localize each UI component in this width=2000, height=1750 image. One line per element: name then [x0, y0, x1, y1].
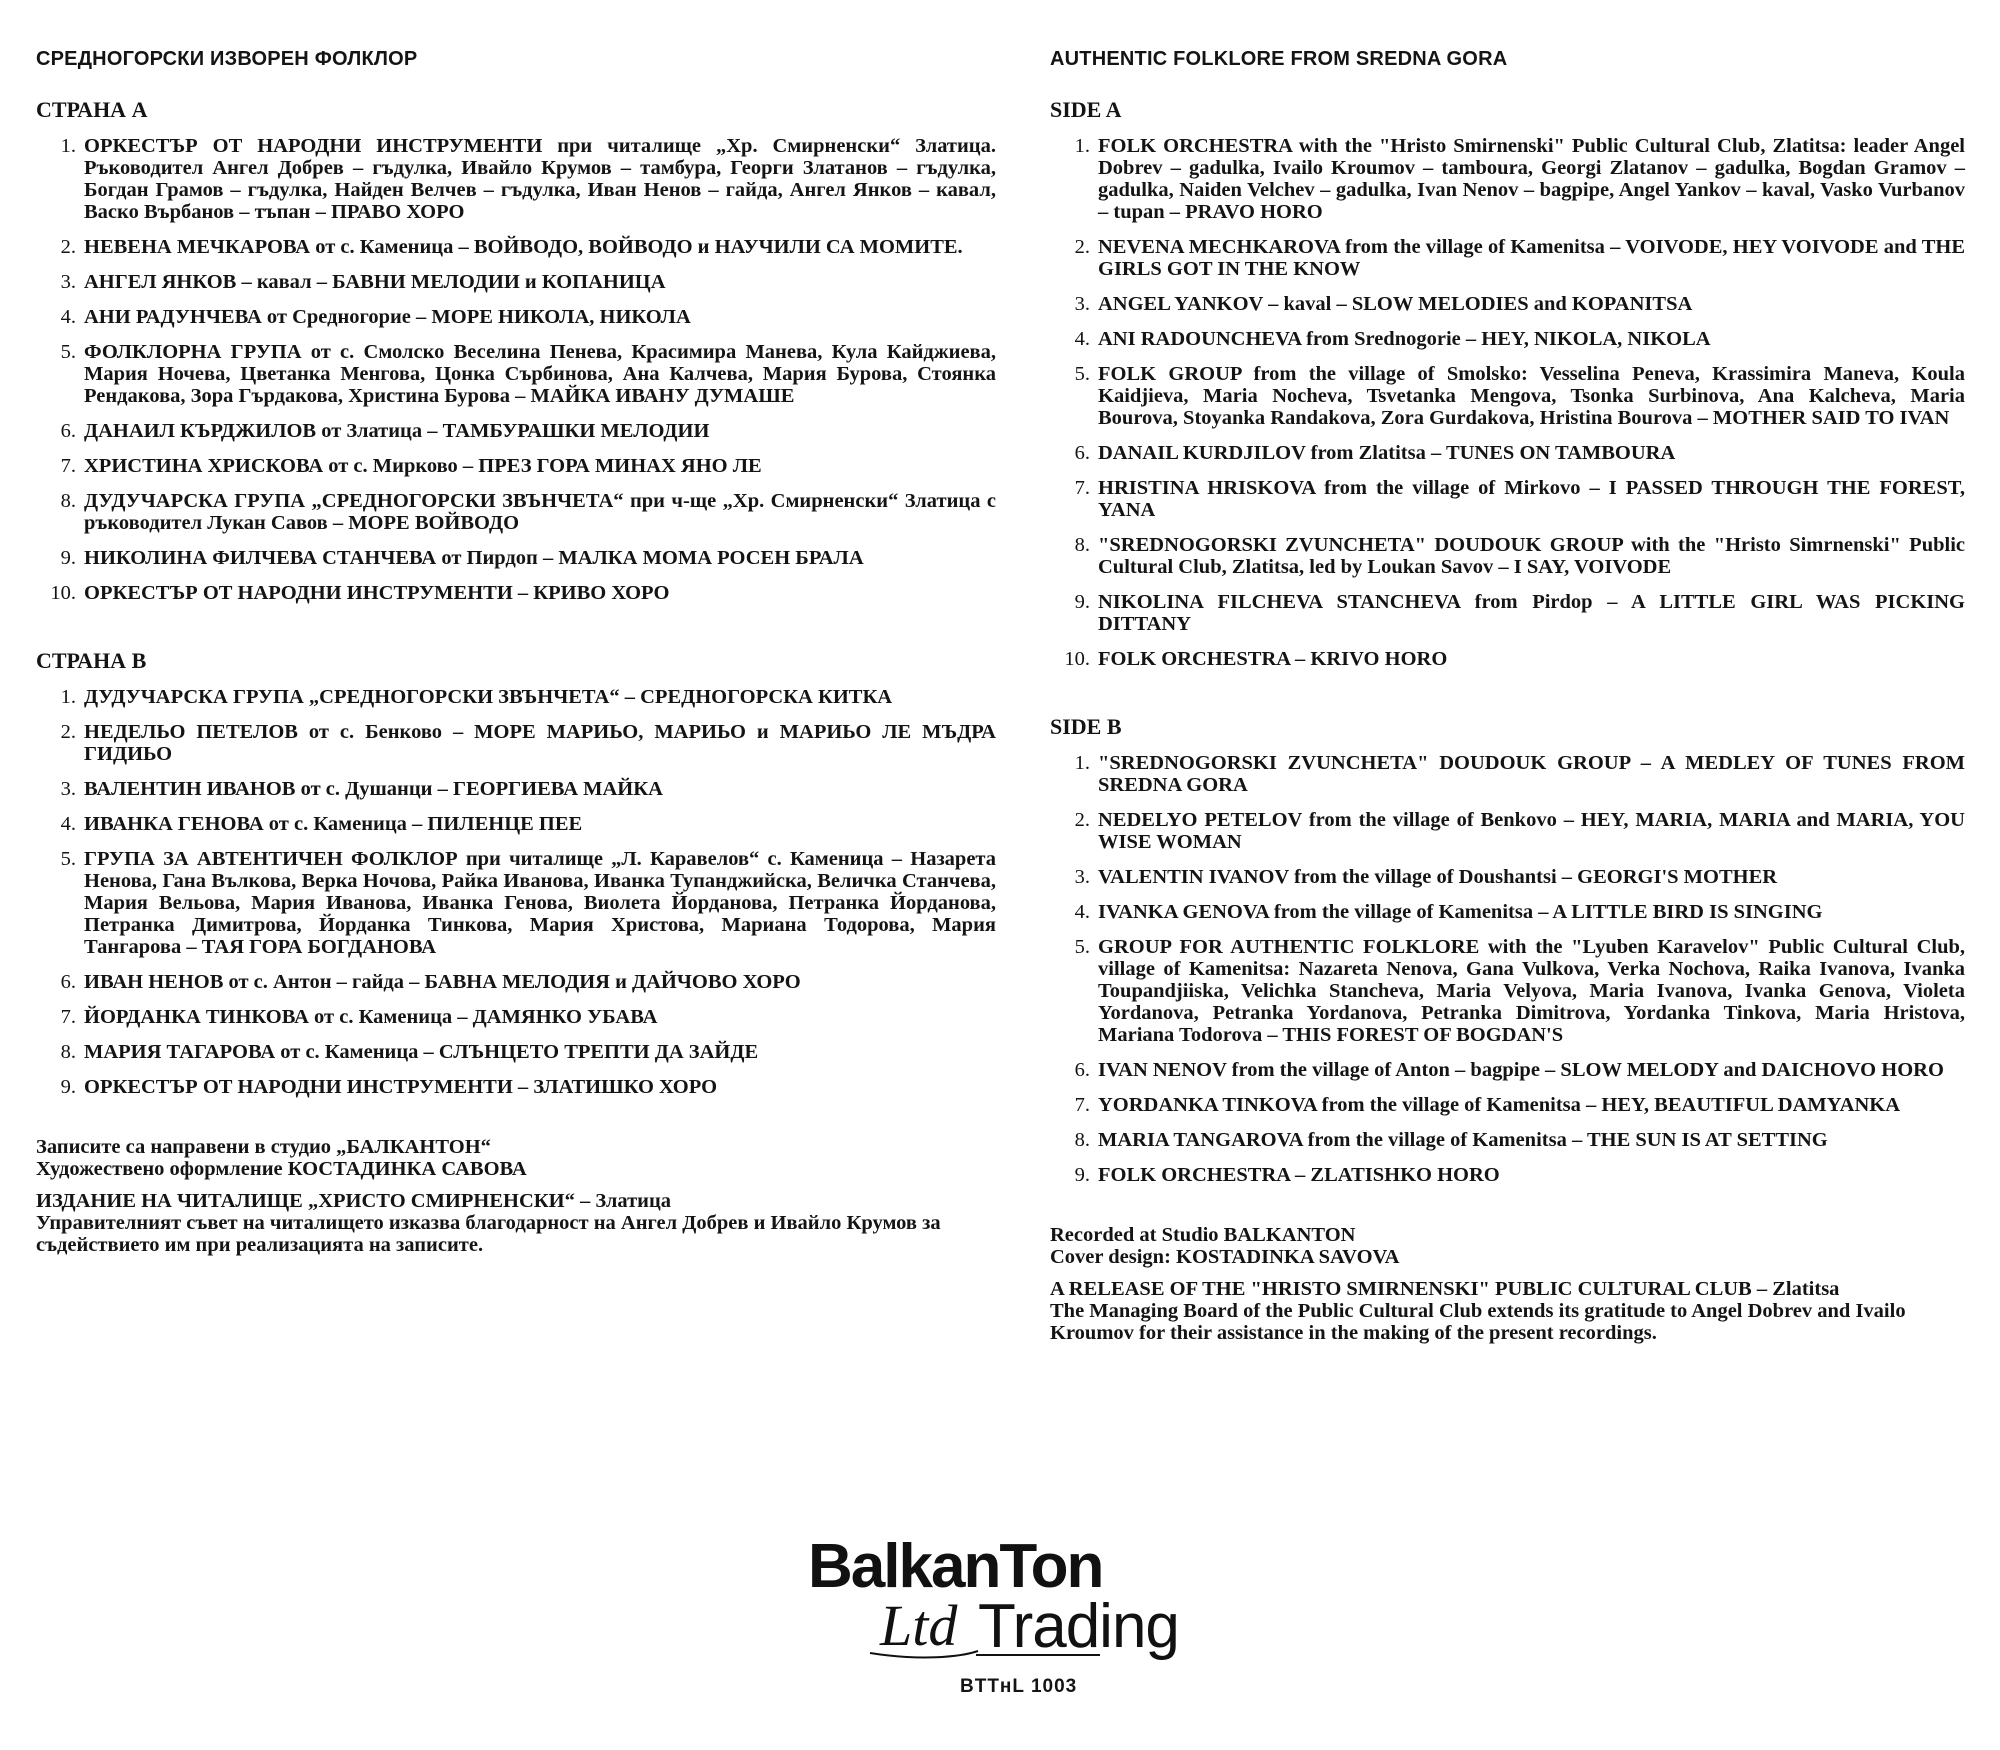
cover-design-bg: Художествено оформление КОСТАДИНКА САВОВА	[36, 1158, 527, 1180]
album-title-bg: СРЕДНОГОРСКИ ИЗВОРЕН ФОЛКЛОР	[36, 48, 418, 70]
release-note-bg: ИЗДАНИЕ НА ЧИТАЛИЩЕ „ХРИСТО СМИРНЕНСКИ“ – Златица	[36, 1190, 672, 1212]
track-number: 10.	[1064, 648, 1090, 670]
track-text: ОРКЕСТЪР ОТ НАРОДНИ ИНСТРУМЕНТИ – ЗЛАТИШКО ХОРО	[84, 1076, 718, 1098]
track-number: 4.	[60, 306, 76, 328]
track-text: ОРКЕСТЪР ОТ НАРОДНИ ИНСТРУМЕНТИ – КРИВО ХОРО	[84, 582, 670, 604]
track-number: 10.	[50, 582, 76, 604]
track-item	[1050, 648, 1965, 670]
track-number: 8.	[60, 1041, 76, 1063]
track-item	[36, 721, 996, 765]
release-note-en: A RELEASE OF THE "HRISTO SMIRNENSKI" PUBLIC CULTURAL CLUB – Zlatitsa	[1050, 1278, 1840, 1300]
track-text: ДУДУЧАРСКА ГРУПА „СРЕДНОГОРСКИ ЗВЪНЧЕТА“ при ч-ще „Хр. Смирненски“ Златица с ръководител Лукан Савов – МОРЕ ВОЙВОДО	[84, 490, 996, 534]
thanks-note-en: The Managing Board of the Public Cultural Club extends its gratitude to Angel Dobrev and Ivailo Kroumov for their assistance in the making of the present recordings.	[1050, 1300, 1906, 1344]
track-item	[36, 1076, 996, 1098]
track-number: 9.	[60, 1076, 76, 1098]
track-item	[1050, 866, 1965, 888]
track-number: 4.	[1074, 901, 1090, 923]
track-text: NEVENA MECHKAROVA from the village of Kamenitsa – VOIVODE, HEY VOIVODE and THE GIRLS GOT IN THE KNOW	[1098, 236, 1965, 280]
track-text: ГРУПА ЗА АВТЕНТИЧЕН ФОЛКЛОР при читалище „Л. Каравелов“ с. Каменица – Назарета Ненова, Гана Вълкова, Верка Ночова, Райка Иванова, Иванка Тупанджийска, Величка Станчева, Мария Вельова, Мария Иванова, Иванка Генова, Виолета Йорданова, Петранка Йорданова, Петранка Димитрова, Йорданка Тинкова, Мария Христова, Мариана Тодорова, Мария Тангарова – ТАЯ ГОРА БОГДАНОВА	[84, 848, 996, 958]
track-item	[1050, 363, 1965, 429]
track-item	[1050, 1059, 1965, 1081]
track-item	[36, 271, 996, 293]
track-number: 8.	[1074, 534, 1090, 556]
track-number: 2.	[1074, 809, 1090, 831]
bulgarian-column	[36, 48, 996, 1256]
logo-graphic	[800, 1525, 1220, 1675]
track-number: 2.	[1074, 236, 1090, 258]
track-number: 8.	[60, 490, 76, 512]
track-text: FOLK ORCHESTRA with the "Hristo Smirnenski" Public Cultural Club, Zlatitsa: leader Angel Dobrev – gadulka, Ivailo Kroumov – tamboura, Georgi Zlatanov – gadulka, Bogdan Gramov – gadulka, Naiden Velchev – gadulka, Ivan Nenov – bagpipe, Angel Yankov – kaval, Vasko Vurbanov – tupan – PRAVO HORO	[1098, 135, 1965, 223]
track-item	[1050, 477, 1965, 521]
track-text: "SREDNOGORSKI ZVUNCHETA" DOUDOUK GROUP with the "Hristo Simrnenski" Public Cultural Club, Zlatitsa, led by Loukan Savov – I SAY, VOIVODE	[1098, 534, 1965, 578]
track-item	[36, 547, 996, 569]
track-item	[36, 490, 996, 534]
track-item	[36, 455, 996, 477]
track-text: ХРИСТИНА ХРИСКОВА от с. Мирково – ПРЕЗ ГОРА МИНАХ ЯНО ЛЕ	[84, 455, 762, 477]
track-item	[1050, 442, 1965, 464]
track-item	[1050, 236, 1965, 280]
track-text: ЙОРДАНКА ТИНКОВА от с. Каменица – ДАМЯНКО УБАВА	[84, 1006, 658, 1028]
cover-design-en: Cover design: KOSTADINKA SAVOVA	[1050, 1246, 1400, 1268]
track-item	[1050, 936, 1965, 1046]
credits-bg	[36, 1136, 996, 1256]
track-number: 9.	[60, 547, 76, 569]
track-number: 3.	[60, 271, 76, 293]
track-text: НЕДЕЛЬО ПЕТЕЛОВ от с. Бенково – МОРЕ МАРИЬО, МАРИЬО и МАРИЬО ЛЕ МЪДРА ГИДИЬО	[84, 721, 996, 765]
track-item	[36, 848, 996, 958]
track-number: 6.	[1074, 442, 1090, 464]
track-number: 3.	[1074, 293, 1090, 315]
track-text: FOLK ORCHESTRA – KRIVO HORO	[1098, 648, 1448, 670]
credits-en	[1050, 1224, 1965, 1344]
track-text: НИКОЛИНА ФИЛЧЕВА СТАНЧЕВА от Пирдоп – МАЛКА МОМА РОСЕН БРАЛА	[84, 547, 864, 569]
track-text: DANAIL KURDJILOV from Zlatitsa – TUNES ON TAMBOURA	[1098, 442, 1676, 464]
tracklist-side-b-en	[1050, 752, 1965, 1186]
track-item	[1050, 534, 1965, 578]
english-column	[1050, 48, 1965, 1344]
track-number: 6.	[60, 971, 76, 993]
track-text: YORDANKA TINKOVA from the village of Kamenitsa – HEY, BEAUTIFUL DAMYANKA	[1098, 1094, 1901, 1116]
track-text: ANGEL YANKOV – kaval – SLOW MELODIES and KOPANITSA	[1098, 293, 1693, 315]
track-item	[36, 1006, 996, 1028]
track-text: GROUP FOR AUTHENTIC FOLKLORE with the "Lyuben Karavelov" Public Cultural Club, village of Kamenitsa: Nazareta Nenova, Gana Vulkova, Verka Nochova, Raika Ivanova, Ivanka Toupandjiiska, Velichka Stancheva, Maria Velyova, Maria Ivanova, Ivanka Genova, Violeta Yordanova, Petranka Yordanova, Petranka Dimitrova, Yordanka Tinkova, Maria Hristova, Mariana Todorova – THIS FOREST OF BOGDAN'S	[1098, 936, 1965, 1046]
track-text: ДУДУЧАРСКА ГРУПА „СРЕДНОГОРСКИ ЗВЪНЧЕТА“ – СРЕДНОГОРСКА КИТКА	[84, 686, 893, 708]
track-number: 7.	[1074, 1094, 1090, 1116]
track-number: 9.	[1074, 1164, 1090, 1186]
track-item	[1050, 901, 1965, 923]
track-item	[1050, 1164, 1965, 1186]
track-item	[36, 341, 996, 407]
side-a-heading-en: SIDE A	[1050, 97, 1122, 122]
tracklist-side-a-bg	[36, 135, 996, 604]
track-text: NEDELYO PETELOV from the village of Benkovo – HEY, MARIA, MARIA and MARIA, YOU WISE WOMAN	[1098, 809, 1965, 853]
track-text: ВАЛЕНТИН ИВАНОВ от с. Душанци – ГЕОРГИЕВА МАЙКА	[84, 778, 663, 800]
track-text: ОРКЕСТЪР ОТ НАРОДНИ ИНСТРУМЕНТИ при читалище „Хр. Смирненски“ Златица. Ръководител Ангел Добрев – гъдулка, Ивайло Крумов – тамбура, Георги Златанов – гъдулка, Богдан Грамов – гъдулка, Найден Велчев – гъдулка, Иван Ненов – гайда, Ангел Янков – кавал, Васко Върбанов – тъпан – ПРАВО ХОРО	[84, 135, 996, 223]
track-item	[36, 582, 996, 604]
track-item	[36, 813, 996, 835]
track-text: ИВАН НЕНОВ от с. Антон – гайда – БАВНА МЕЛОДИЯ и ДАЙЧОВО ХОРО	[84, 971, 801, 993]
balkanton-trading-logo	[800, 1525, 1220, 1675]
album-title-en: AUTHENTIC FOLKLORE FROM SREDNA GORA	[1050, 48, 1508, 70]
track-number: 7.	[60, 455, 76, 477]
recorded-at-bg: Записите са направени в студио „БАЛКАНТОН“	[36, 1136, 491, 1158]
track-item	[36, 135, 996, 223]
track-item	[1050, 752, 1965, 796]
track-text: ДАНАИЛ КЪРДЖИЛОВ от Златица – ТАМБУРАШКИ МЕЛОДИИ	[84, 420, 710, 442]
track-item	[36, 236, 996, 258]
track-item	[36, 778, 996, 800]
side-a-heading-bg: СТРАНА А	[36, 97, 148, 122]
track-number: 1.	[1074, 752, 1090, 774]
track-number: 3.	[60, 778, 76, 800]
track-text: IVAN NENOV from the village of Anton – bagpipe – SLOW MELODY and DAICHOVO HORO	[1098, 1059, 1944, 1081]
track-text: FOLK ORCHESTRA – ZLATISHKO HORO	[1098, 1164, 1500, 1186]
track-number: 8.	[1074, 1129, 1090, 1151]
track-item	[1050, 293, 1965, 315]
track-number: 5.	[1074, 936, 1090, 958]
track-item	[36, 1041, 996, 1063]
track-item	[1050, 328, 1965, 350]
tracklist-side-b-bg	[36, 686, 996, 1098]
track-text: NIKOLINA FILCHEVA STANCHEVA from Pirdop – A LITTLE GIRL WAS PICKING DITTANY	[1098, 591, 1965, 635]
track-number: 4.	[60, 813, 76, 835]
track-number: 3.	[1074, 866, 1090, 888]
track-text: FOLK GROUP from the village of Smolsko: Vesselina Peneva, Krassimira Maneva, Koula Kaidjieva, Maria Nocheva, Tsvetanka Mengova, Tsonka Surbinova, Ana Kalcheva, Maria Bourova, Stoyanka Randakova, Zora Gurdakova, Hristina Bourova – MOTHER SAID TO IVAN	[1098, 363, 1965, 429]
track-number: 6.	[60, 420, 76, 442]
track-text: МАРИЯ ТАГАРОВА от с. Каменица – СЛЪНЦЕТО ТРЕПТИ ДА ЗАЙДЕ	[84, 1041, 759, 1063]
side-b-heading-bg: СТРАНА В	[36, 648, 147, 673]
logo-trading: Trading	[978, 1592, 1179, 1661]
track-item	[1050, 1129, 1965, 1151]
track-item	[1050, 1094, 1965, 1116]
tracklist-side-a-en	[1050, 135, 1965, 670]
track-text: АНИ РАДУНЧЕВА от Средногорие – МОРЕ НИКОЛА, НИКОЛА	[84, 306, 691, 328]
track-number: 2.	[60, 236, 76, 258]
track-number: 7.	[1074, 477, 1090, 499]
side-b-heading-en: SIDE B	[1050, 714, 1122, 739]
track-item	[1050, 809, 1965, 853]
track-number: 5.	[60, 341, 76, 363]
track-number: 7.	[60, 1006, 76, 1028]
track-number: 1.	[1074, 135, 1090, 157]
track-text: НЕВЕНА МЕЧКАРОВА от с. Каменица – ВОЙВОДО, ВОЙВОДО и НАУЧИЛИ СА МОМИТЕ.	[84, 236, 963, 258]
track-text: MARIA TANGAROVA from the village of Kamenitsa – THE SUN IS AT SETTING	[1098, 1129, 1828, 1151]
track-text: АНГЕЛ ЯНКОВ – кавал – БАВНИ МЕЛОДИИ и КОПАНИЦА	[84, 271, 666, 293]
logo-balkanton: BalkanTon	[808, 1532, 1103, 1601]
track-number: 2.	[60, 721, 76, 743]
thanks-note-bg: Управителният съвет на читалището изказва благодарност на Ангел Добрев и Ивайло Крумов за съдействието им при реализацията на записите.	[36, 1212, 941, 1256]
recorded-at-en: Recorded at Studio BALKANTON	[1050, 1224, 1356, 1246]
track-item	[36, 971, 996, 993]
track-number: 5.	[1074, 363, 1090, 385]
track-item	[36, 420, 996, 442]
track-number: 9.	[1074, 591, 1090, 613]
track-item	[36, 686, 996, 708]
track-item	[36, 306, 996, 328]
track-text: IVANKA GENOVA from the village of Kamenitsa – A LITTLE BIRD IS SINGING	[1098, 901, 1823, 923]
track-item	[1050, 135, 1965, 223]
track-text: ИВАНКА ГЕНОВА от с. Каменица – ПИЛЕНЦЕ ПЕЕ	[84, 813, 583, 835]
track-text: ANI RADOUNCHEVA from Srednogorie – HEY, NIKOLA, NIKOLA	[1098, 328, 1711, 350]
catalog-number: BTTнL 1003	[960, 1676, 1078, 1697]
track-number: 5.	[60, 848, 76, 870]
track-text: "SREDNOGORSKI ZVUNCHETA" DOUDOUK GROUP – A MEDLEY OF TUNES FROM SREDNA GORA	[1098, 752, 1965, 796]
track-number: 1.	[60, 135, 76, 157]
track-number: 1.	[60, 686, 76, 708]
track-text: HRISTINA HRISKOVA from the village of Mirkovo – I PASSED THROUGH THE FOREST, YANA	[1098, 477, 1965, 521]
track-number: 4.	[1074, 328, 1090, 350]
track-text: VALENTIN IVANOV from the village of Doushantsi – GEORGI'S MOTHER	[1098, 866, 1778, 888]
logo-ltd: Ltd	[880, 1593, 958, 1658]
track-item	[1050, 591, 1965, 635]
track-number: 6.	[1074, 1059, 1090, 1081]
track-text: ФОЛКЛОРНА ГРУПА от с. Смолско Веселина Пенева, Красимира Манева, Кула Кайджиева, Мария Ночева, Цветанка Менгова, Цонка Сърбинова, Ана Калчева, Мария Бурова, Стоянка Рендакова, Зора Гърдакова, Христина Бурова – МАЙКА ИВАНУ ДУМАШЕ	[84, 341, 996, 407]
